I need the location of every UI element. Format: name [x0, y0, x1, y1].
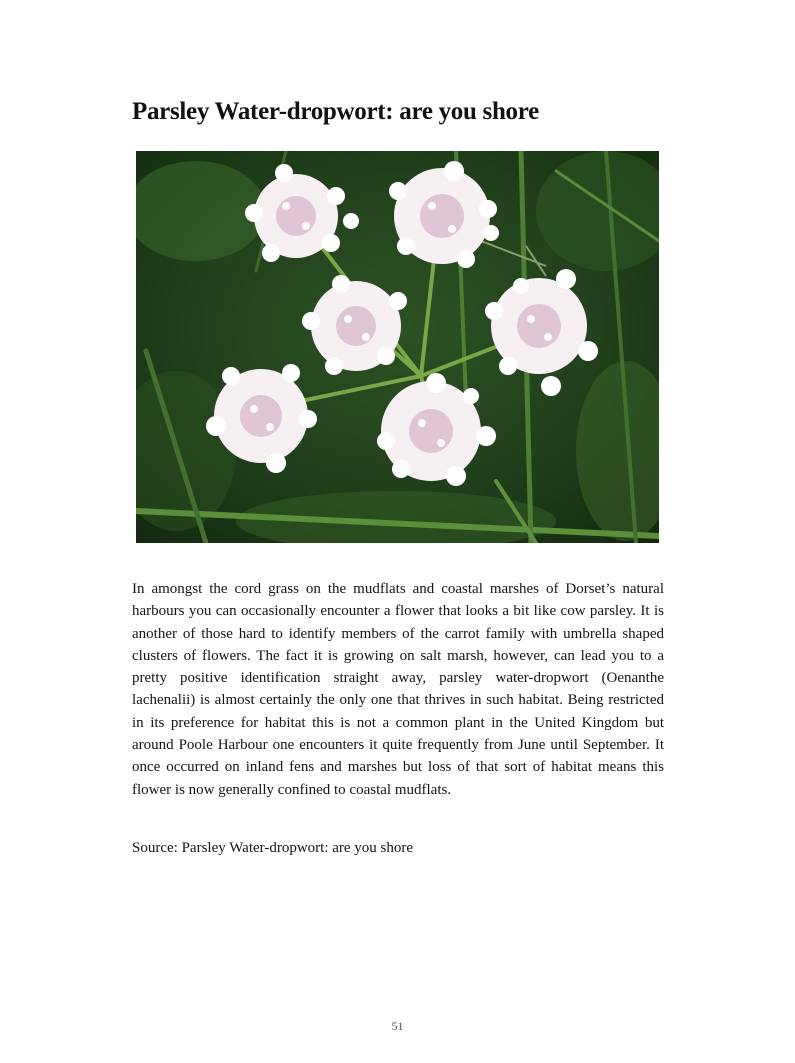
page-title: Parsley Water-dropwort: are you shore	[132, 98, 539, 125]
flower-photo	[136, 151, 659, 543]
body-paragraph: In amongst the cord grass on the mudflats and coastal marshes of Dorset’s natural harbours you can occasionally encounter a flower that looks a bit like cow parsley. It is another of those hard to identify members of the carrot family with umbrella shaped clusters of flowers. The fact it is growing on salt marsh, however, can lead you to a pretty positive identification straight away, parsley water-dropwort (Oenanthe lachenalii) is almost certainly the only one that thrives in such habitat. Being restricted in its preference for habitat this is not a common plant in the United Kingdom but around Poole Harbour one encounters it quite frequently from June until September. It once occurred on inland fens and marshes but loss of that sort of habitat means this flower is now generally confined to coastal mudflats.	[132, 581, 664, 798]
source-line: Source: Parsley Water-dropwort: are you shore	[132, 840, 414, 856]
page-number: 51	[391, 1019, 404, 1033]
